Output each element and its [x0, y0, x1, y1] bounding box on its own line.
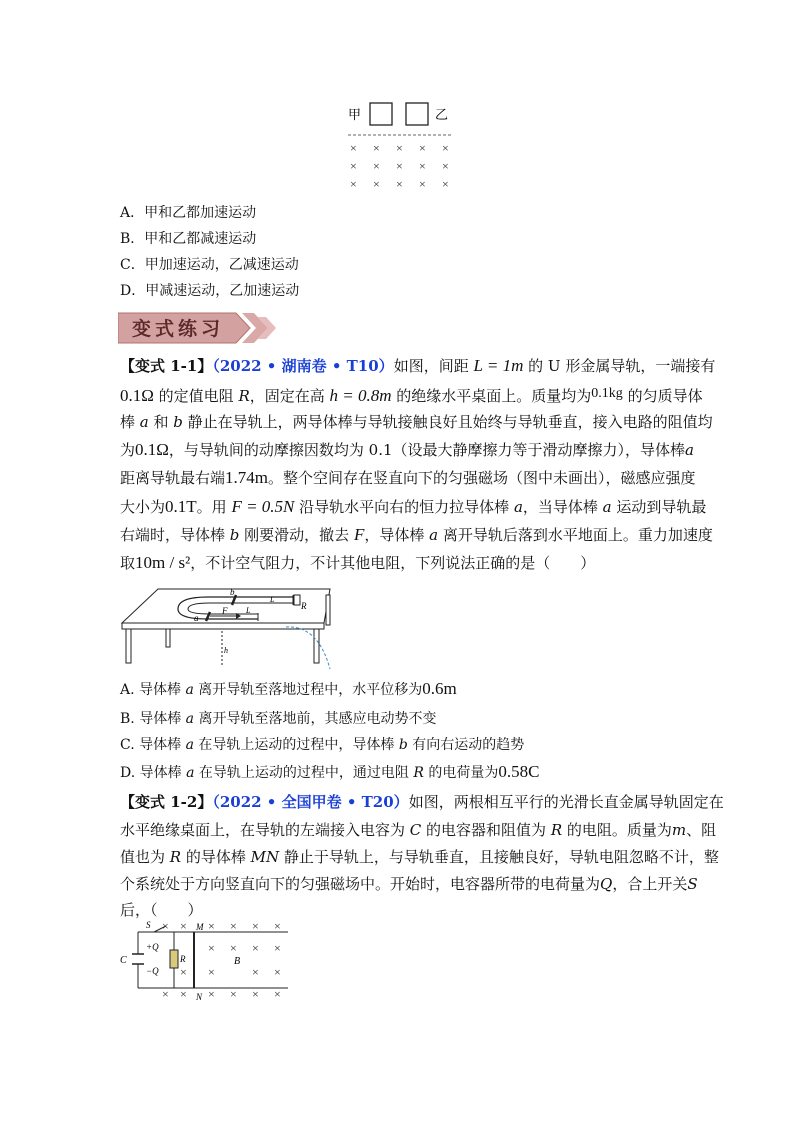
q2-label: 【变式 1-1】	[120, 357, 213, 375]
q2-l6c: 沿导轨水平向右的恒力拉导体棒	[294, 498, 514, 516]
q2-l2b: ，固定在高	[249, 387, 330, 405]
q3-l2r: R	[550, 821, 563, 839]
q3-line-4	[120, 874, 698, 894]
q2-opt-a-m: 0.6m	[422, 679, 457, 698]
cross-mark: ×	[208, 987, 215, 1001]
q3-line-3	[120, 847, 719, 867]
cross-mark: ×	[350, 141, 357, 155]
q2-l5m: 1.74m	[225, 468, 268, 487]
cross-mark: ×	[230, 987, 237, 1001]
q3-l2d: 的电阻。质量为	[562, 821, 672, 839]
q2-l6b: 。用	[196, 498, 232, 516]
cross-mark: ×	[396, 159, 403, 173]
q3-fig-M: M	[196, 922, 204, 932]
cross-mark: ×	[162, 987, 169, 1001]
q3-l4q: Q	[600, 875, 613, 893]
q2-l7b: 刚要滑动，撤去	[239, 526, 354, 544]
cross-mark: ×	[162, 919, 169, 933]
q2-line-4	[120, 440, 694, 460]
q2-l6f: F = 0.5N	[231, 497, 295, 516]
q2-fig-h: h	[224, 646, 228, 655]
table-edge	[122, 623, 324, 629]
q3-fig-C: C	[120, 955, 127, 966]
cross-mark: ×	[419, 141, 426, 155]
cross-mark: ×	[252, 987, 259, 1001]
q3-l3c: 静止于导轨上，与导轨垂直，且接触良好，导轨电阻忽略不计，整	[279, 848, 719, 866]
cross-mark: ×	[396, 141, 403, 155]
cross-mark: ×	[373, 159, 380, 173]
q2-l6e: 运动到导轨最	[611, 498, 707, 516]
q2-line-8	[120, 553, 595, 573]
q2-line-3	[120, 412, 713, 432]
q2-option-c[interactable]	[120, 735, 524, 755]
q3-label: 【变式 1-2】	[120, 793, 213, 811]
cross-mark: ×	[180, 965, 187, 979]
q2-l6m: 0.1T	[165, 497, 197, 516]
q3-l3r: R	[169, 848, 182, 866]
q2-fig-L1: L	[270, 595, 275, 604]
resistor	[294, 595, 300, 605]
q3-circuit-figure	[118, 918, 298, 1004]
q3-l2e: 、阻	[686, 821, 717, 839]
q2-l3c: 静止在导轨上，两导体棒与导轨接触良好且始终与导轨垂直，接入电路的阻值均	[182, 413, 713, 431]
q2-opt-a-post: 离开导轨至落地过程中，水平位移为	[193, 682, 423, 698]
cross-mark: ×	[208, 965, 215, 979]
cross-mark: ×	[442, 141, 449, 155]
q2-l6v2: a	[602, 498, 612, 516]
q1-option-b[interactable]: B．甲和乙都减速运动	[120, 231, 257, 247]
label-yi: 乙	[435, 107, 449, 122]
q2-option-d[interactable]	[120, 762, 539, 783]
q3-l5a: 后，（ ）	[120, 901, 203, 919]
q2-l3v2: b	[173, 413, 183, 431]
field-crosses	[350, 141, 449, 191]
leg-2	[314, 629, 319, 663]
q2-opt-d-m: 0.58C	[498, 762, 540, 781]
leg-3	[166, 629, 170, 647]
cross-mark: ×	[396, 177, 403, 191]
cross-mark: ×	[274, 987, 281, 1001]
q2-l2a: 的定值电阻	[153, 387, 239, 405]
q3-l4s: S	[687, 875, 698, 893]
cross-mark: ×	[252, 965, 259, 979]
q2-l8a: 取	[120, 554, 136, 572]
cross-mark: ×	[274, 965, 281, 979]
q2-l7v: b	[229, 526, 240, 544]
cross-mark: ×	[208, 941, 215, 955]
q1-option-d[interactable]: D．甲减速运动，乙加速运动	[120, 283, 300, 299]
q3-fig-S: S	[146, 920, 151, 930]
q2-opt-b-post: 离开导轨至落地前，其感应电动势不变	[194, 711, 437, 727]
frame-jia	[370, 103, 392, 125]
q2-opt-d-v: a	[186, 765, 195, 781]
q2-l1b: 的 U 形金属导轨，一端接有	[523, 357, 716, 375]
q2-opt-c-post: 在导轨上运动的过程中，导体棒	[193, 737, 399, 753]
q2-opt-c-pre: C. 导体棒	[120, 737, 186, 753]
q2-opt-d-post2: 的电荷量为	[423, 765, 499, 781]
q2-l2h: h = 0.8m	[329, 386, 392, 405]
q2-opt-c-v: a	[185, 737, 194, 753]
q2-opt-c-post2: 有向右运动的趋势	[407, 737, 525, 753]
q2-line-2	[120, 384, 703, 406]
q2-l5b: 。整个空间存在竖直向下的匀强磁场（图中未画出），磁感应强度	[268, 469, 696, 487]
q3-l3b: 的导体棒	[181, 848, 251, 866]
trajectory	[286, 627, 330, 669]
section-banner	[118, 311, 278, 345]
q2-line-1	[120, 356, 715, 376]
q2-fig-F: F	[222, 606, 228, 616]
q1-option-a[interactable]: A．甲和乙都加速运动	[120, 205, 257, 221]
leg-4	[326, 595, 330, 625]
q2-l7f: F	[353, 525, 365, 544]
q2-opt-a-pre: A. 导体棒	[120, 682, 186, 698]
q2-l4m: 0.1Ω	[135, 440, 169, 459]
q3-fig-plusQ: +Q	[146, 942, 159, 952]
cross-mark: ×	[180, 919, 187, 933]
cross-mark: ×	[180, 987, 187, 1001]
q2-l2c: 的绝缘水平桌面上。质量均为	[391, 387, 592, 405]
q2-l2m: 0.1Ω	[120, 386, 154, 405]
q3-fig-B: B	[234, 956, 241, 967]
q2-l7v2: a	[429, 526, 439, 544]
q2-opt-b-pre: B. 导体棒	[120, 711, 186, 727]
q2-opt-d-post: 在导轨上运动的过程中，通过电阻	[194, 765, 414, 781]
q2-l3v1: a	[139, 413, 149, 431]
leg-1	[126, 629, 131, 663]
q2-l7d: 离开导轨后落到水平地面上。重力加速度	[438, 526, 713, 544]
cross-mark: ×	[419, 177, 426, 191]
q2-opt-d-v2: R	[413, 765, 424, 781]
q2-l8b: ，不计空气阻力，不计其他电阻，下列说法正确的是（ ）	[190, 554, 596, 572]
q2-l3b: 和	[148, 413, 174, 431]
q2-option-a[interactable]	[120, 679, 457, 700]
cross-mark: ×	[274, 919, 281, 933]
q2-l7a: 右端时，导体棒	[120, 526, 230, 544]
q3-l3a: 值也为	[120, 848, 170, 866]
cross-mark: ×	[373, 141, 380, 155]
q2-opt-c-v2: b	[398, 737, 408, 753]
q3-fig-N: N	[196, 992, 203, 1002]
banner-text: 变式练习	[132, 319, 225, 340]
q2-l6a: 大小为	[120, 498, 166, 516]
q2-opt-d-pre: D. 导体棒	[120, 765, 187, 781]
q2-l1a: 如图，间距	[393, 357, 474, 375]
q3-l2b: 的电容器和阻值为	[421, 821, 551, 839]
q2-l2d: 的匀质导体	[622, 387, 703, 405]
q2-l4b: ，与导轨间的动摩擦因数均为 0.1（设最大静摩擦力等于滑动摩擦力），导体棒	[168, 441, 686, 459]
resistor	[170, 950, 178, 968]
cross-mark: ×	[252, 941, 259, 955]
q3-l1a: 如图，两根相互平行的光滑长直金属导轨固定在	[408, 793, 724, 811]
q2-l2k: 0.1kg	[591, 386, 623, 401]
q2-l7c: ，导体棒	[364, 526, 430, 544]
q3-l4b: ，合上开关	[612, 875, 688, 893]
cross-mark: ×	[373, 177, 380, 191]
q2-fig-a: a	[194, 613, 199, 623]
q2-l1m: L = 1m	[473, 356, 524, 375]
q2-fig-L2: L	[246, 606, 251, 615]
q2-l4a: 为	[120, 441, 136, 459]
q2-source: （2022 • 湖南卷 • T10）	[212, 357, 394, 375]
cross-mark: ×	[442, 177, 449, 191]
q2-l3a: 棒	[120, 413, 140, 431]
top-field-figure	[340, 95, 470, 195]
q3-fig-R: R	[180, 954, 186, 964]
frame-yi	[406, 103, 428, 125]
q3-l4a: 个系统处于方向竖直向下的匀强磁场中。开始时，电容器所带的电荷量为	[120, 875, 601, 893]
cross-mark: ×	[419, 159, 426, 173]
q3-l2m: m	[671, 821, 687, 839]
cross-mark: ×	[230, 941, 237, 955]
q2-opt-a-v: a	[185, 682, 194, 698]
cross-mark: ×	[230, 919, 237, 933]
cross-mark: ×	[442, 159, 449, 173]
q2-fig-R: R	[301, 601, 307, 611]
cross-mark: ×	[350, 159, 357, 173]
cross-mark: ×	[208, 919, 215, 933]
cross-mark: ×	[252, 919, 259, 933]
q1-option-c[interactable]: C．甲加速运动，乙减速运动	[120, 257, 299, 273]
q2-l2r: R	[238, 387, 250, 405]
q2-l5a: 距离导轨最右端	[120, 469, 226, 487]
q3-l2a: 水平绝缘桌面上，在导轨的左端接入电容为	[120, 821, 410, 839]
q2-line-5	[120, 468, 696, 488]
q3-line-2	[120, 820, 716, 840]
q2-l4v: a	[685, 441, 694, 459]
q2-table-figure	[118, 585, 343, 673]
q3-source: （2022 • 全国甲卷 • T20）	[212, 793, 409, 811]
q2-opt-b-v: a	[185, 711, 194, 727]
q3-line-5	[120, 900, 203, 920]
q2-option-b[interactable]	[120, 709, 436, 729]
q2-line-7	[120, 525, 713, 545]
cross-mark: ×	[350, 177, 357, 191]
q2-line-6	[120, 497, 706, 517]
q3-line-1	[120, 792, 724, 812]
q2-fig-b: b	[230, 587, 235, 597]
q3-fig-minusQ: −Q	[146, 966, 159, 976]
q2-l6v: a	[513, 498, 523, 516]
cross-mark: ×	[274, 941, 281, 955]
q2-l8m: 10m / s²	[135, 553, 191, 572]
q2-l6d: ，当导体棒	[522, 498, 603, 516]
q3-l2c: C	[409, 821, 422, 839]
q3-l3mn: MN	[250, 848, 280, 866]
label-jia: 甲	[348, 107, 362, 122]
